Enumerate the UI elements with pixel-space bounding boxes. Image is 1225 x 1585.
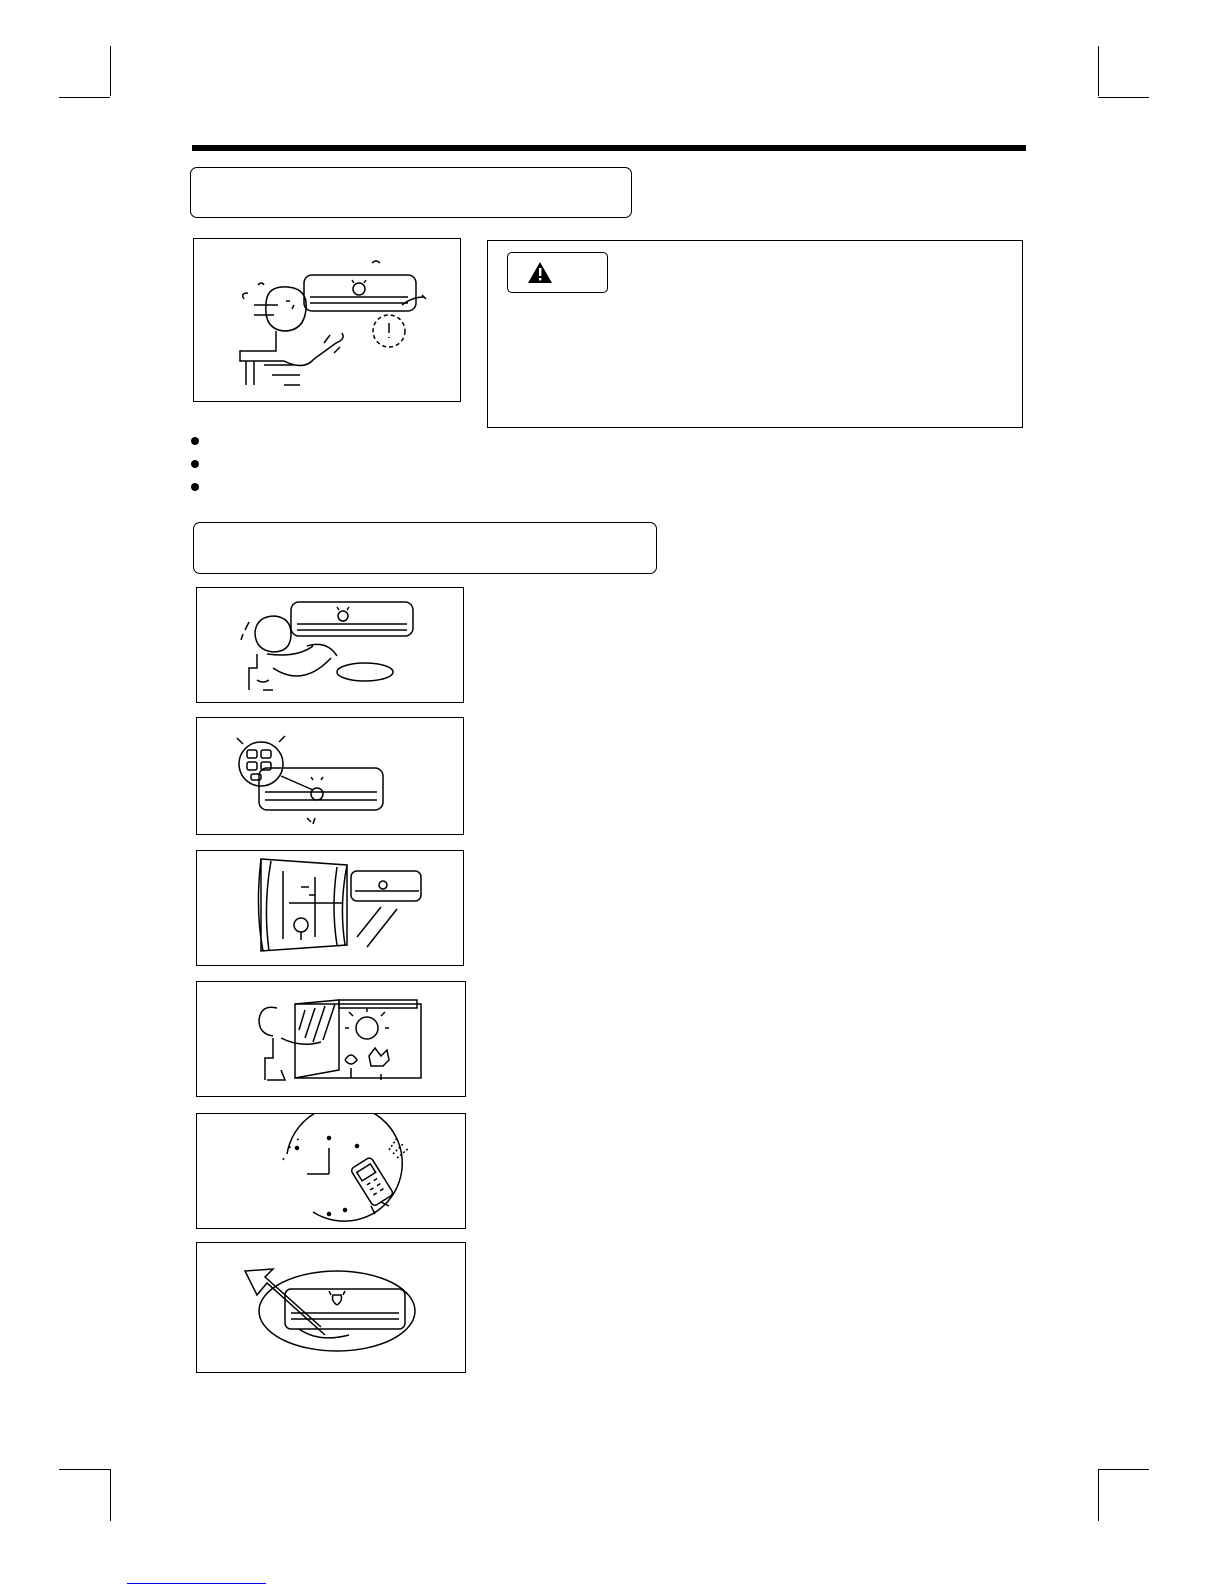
section-header-1	[190, 167, 632, 218]
illustration-unit-control-panel	[196, 717, 464, 835]
warning-triangle-icon	[508, 253, 607, 292]
crop-mark	[59, 1469, 110, 1470]
illustration-curtained-window	[196, 850, 464, 966]
crop-mark	[110, 46, 111, 96]
crop-mark	[1098, 1469, 1099, 1521]
header-rule	[192, 145, 1026, 151]
section-header-2	[193, 522, 657, 574]
illustration-person-pointing-at-unit	[193, 238, 461, 402]
crop-mark	[1098, 97, 1149, 98]
footer-link-underline[interactable]	[127, 1583, 266, 1584]
warning-badge	[507, 252, 608, 293]
bullet-point	[191, 437, 199, 445]
crop-mark	[1098, 46, 1099, 96]
crop-mark	[59, 97, 110, 98]
bullet-point	[191, 460, 199, 468]
illustration-unit-louver	[196, 1242, 466, 1373]
illustration-clock-and-remote	[196, 1113, 466, 1229]
crop-mark	[110, 1469, 111, 1521]
bullet-point	[191, 483, 199, 491]
illustration-sunny-window	[196, 981, 466, 1097]
illustration-person-under-airflow	[196, 587, 464, 703]
crop-mark	[1098, 1469, 1149, 1470]
